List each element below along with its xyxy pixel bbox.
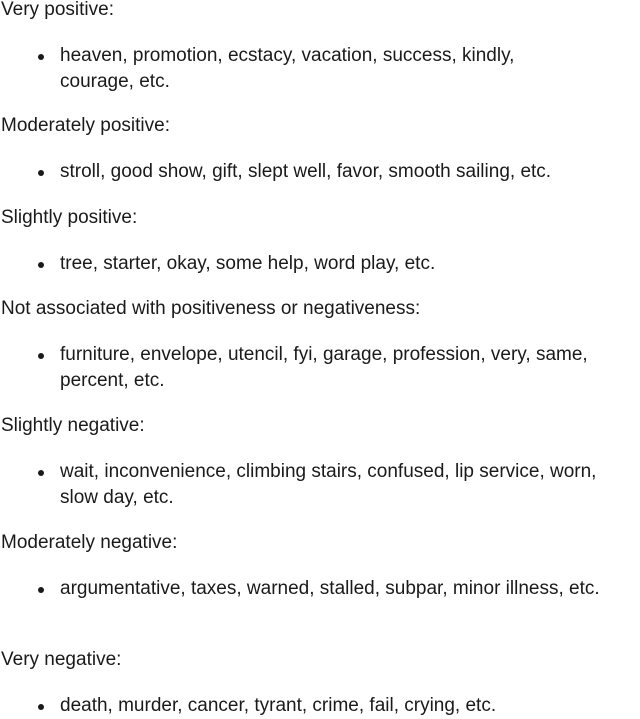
- list-item: [0, 159, 640, 185]
- bullet-icon: [38, 704, 44, 710]
- category-slightly-positive: [0, 205, 640, 277]
- bullet-icon: [38, 353, 44, 359]
- example-words: tree, starter, okay, some help, word play, etc.: [60, 253, 436, 274]
- category-heading: Slightly negative:: [1, 415, 145, 436]
- bullet-icon: [38, 587, 44, 593]
- category-moderately-positive: [0, 113, 640, 185]
- example-list: [0, 159, 640, 185]
- example-list: [0, 342, 640, 394]
- category-moderately-negative: [0, 530, 640, 602]
- category-heading: Slightly positive:: [1, 207, 138, 228]
- category-very-negative: [0, 647, 640, 719]
- example-words: stroll, good show, gift, slept well, favor, smooth sailing, etc.: [60, 161, 552, 182]
- bullet-icon: [38, 262, 44, 268]
- category-slightly-negative: [0, 413, 640, 511]
- category-heading: Very negative:: [1, 649, 122, 670]
- example-words: furniture, envelope, utencil, fyi, garage, profession, very, same, percent, etc.: [60, 344, 588, 391]
- list-item: [0, 576, 640, 602]
- example-words: wait, inconvenience, climbing stairs, confused, lip service, worn, slow day, etc.: [60, 461, 597, 508]
- example-list: [0, 43, 640, 95]
- bullet-icon: [38, 54, 44, 60]
- category-heading: Moderately negative:: [1, 532, 178, 553]
- bullet-icon: [38, 470, 44, 476]
- bullet-icon: [38, 170, 44, 176]
- list-item: [0, 251, 640, 277]
- list-item: [0, 459, 640, 511]
- example-list: [0, 459, 640, 511]
- category-neutral: [0, 296, 640, 394]
- list-item: [0, 342, 640, 394]
- example-list: [0, 576, 640, 602]
- example-words: death, murder, cancer, tyrant, crime, fail, crying, etc.: [60, 695, 497, 716]
- list-item: [0, 693, 640, 719]
- example-list: [0, 693, 640, 719]
- category-heading: Moderately positive:: [1, 115, 170, 136]
- category-heading: Very positive:: [1, 0, 114, 20]
- example-words: argumentative, taxes, warned, stalled, subpar, minor illness, etc.: [60, 578, 600, 599]
- category-very-positive: [0, 0, 640, 95]
- example-list: [0, 251, 640, 277]
- example-words: heaven, promotion, ecstacy, vacation, success, kindly, courage, etc.: [60, 45, 515, 92]
- category-heading: Not associated with positiveness or negativeness:: [1, 298, 421, 319]
- list-item: [0, 43, 640, 95]
